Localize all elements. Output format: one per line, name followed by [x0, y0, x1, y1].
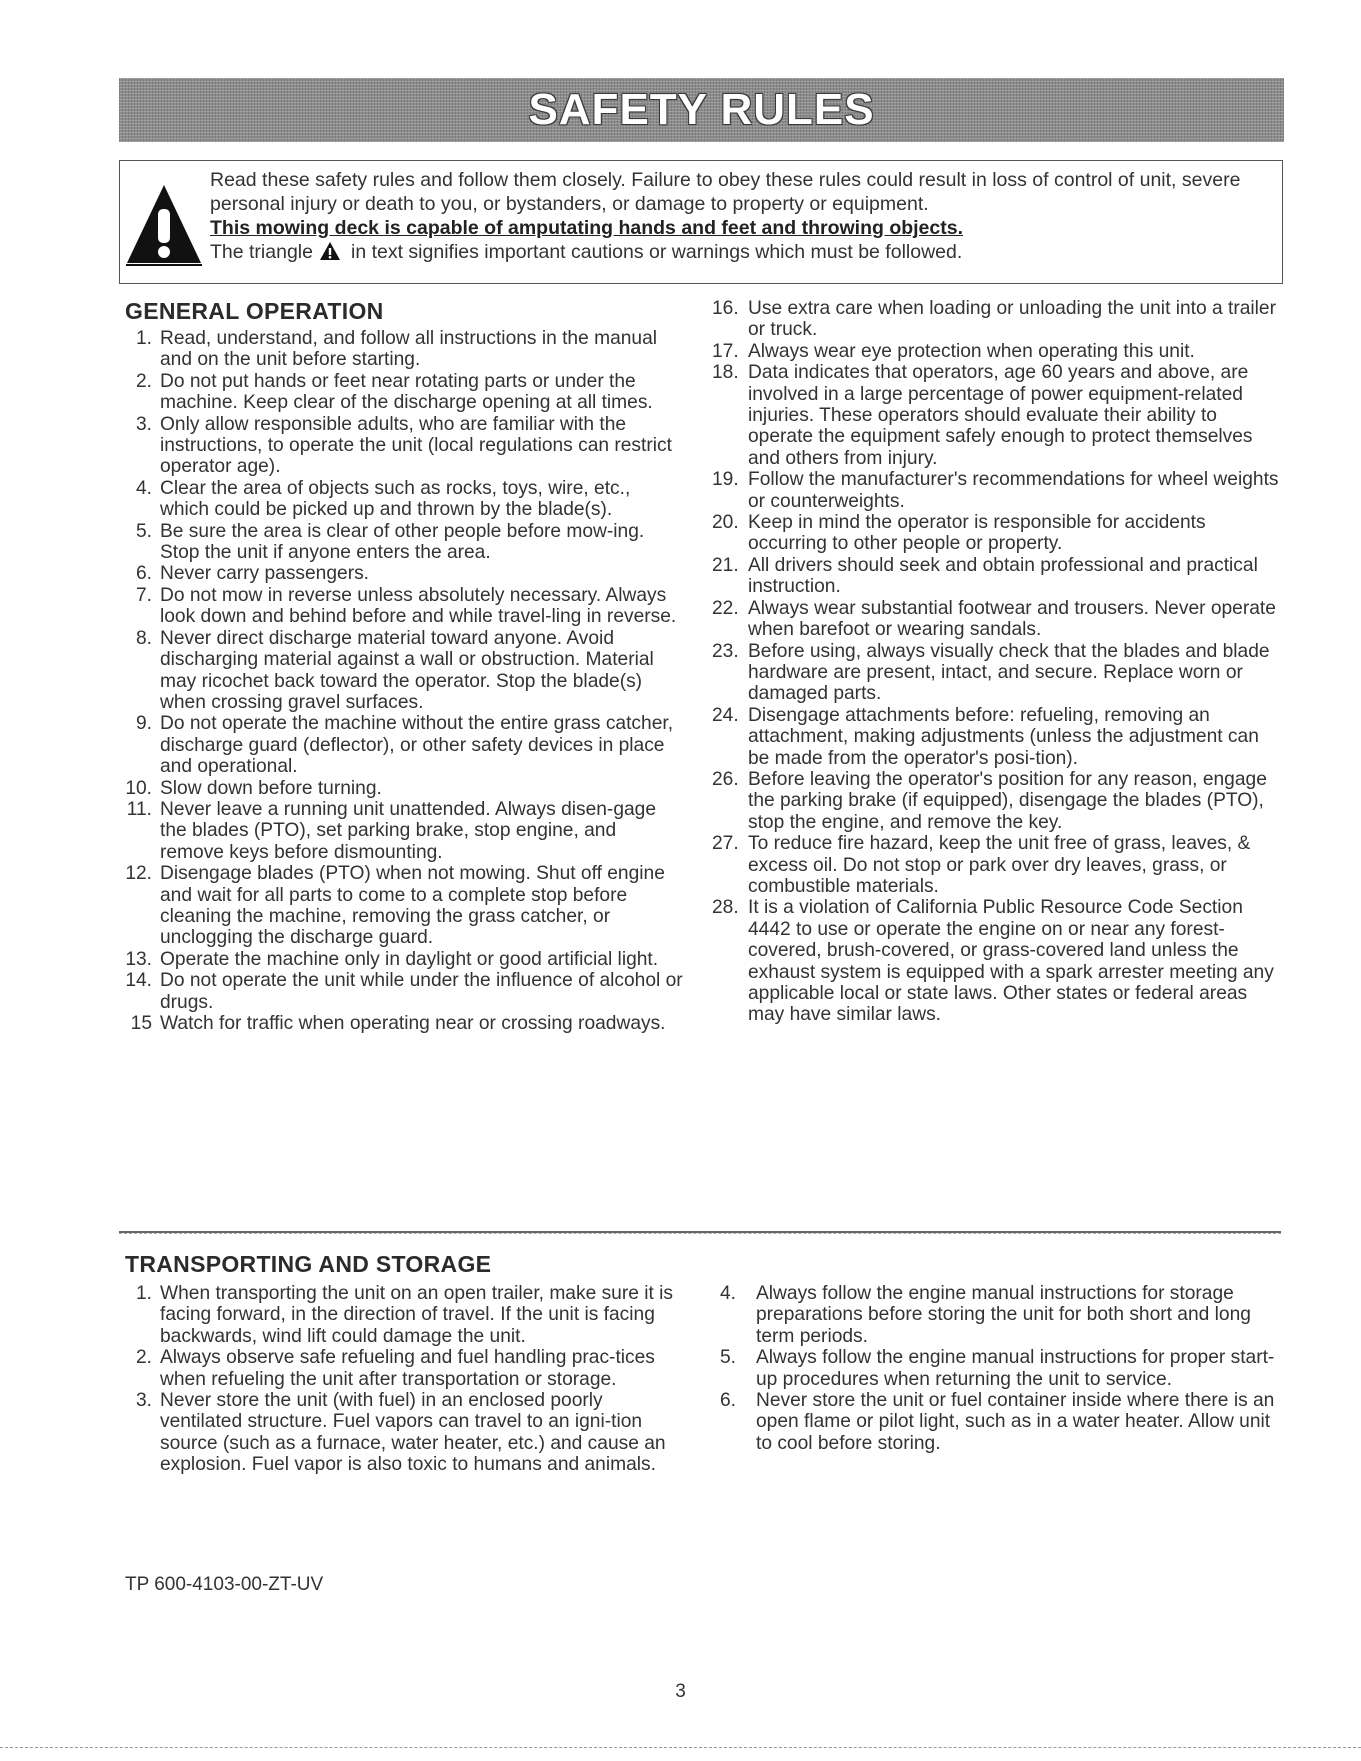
section-divider [119, 1231, 1281, 1234]
banner-title: SAFETY RULES [528, 85, 875, 134]
rule-number: 2. [135, 1347, 152, 1369]
rule-text: Do not operate the unit while under the influence of alcohol or drugs. [160, 970, 683, 1013]
rule-number: 28. [712, 897, 739, 919]
rule-number: 13. [125, 948, 152, 970]
rule-text: Never carry passengers. [160, 563, 370, 585]
rule-number: 5. [720, 1347, 737, 1369]
rule-text: When transporting the unit on an open trailer, make sure it is facing forward, in the direction of travel. If the unit is facing backwards, wind lift could damage the unit. [160, 1283, 674, 1347]
rule-number: 27. [712, 833, 739, 855]
rule-number: 19. [712, 469, 739, 491]
page-number: 3 [675, 1681, 686, 1702]
rule-text: Do not put hands or feet near rotating parts or under the machine. Keep clear of the discharge opening at all times. [160, 370, 653, 414]
triangle-note [210, 240, 1270, 264]
rule-number: 9. [135, 713, 152, 735]
rule-text: Watch for traffic when operating near or crossing roadways. [160, 1013, 666, 1034]
rule-number: 24. [712, 704, 739, 726]
rule-text: Use extra care when loading or unloading the unit into a trailer or truck. [748, 298, 1276, 341]
rule-text: Never store the unit (with fuel) in an enclosed poorly ventilated structure. Fuel vapors can travel to an igni-tion source (such as a furnace, water heater, etc.) and cause an explosion. Fuel vapor is also toxic to humans and animals. [160, 1390, 666, 1476]
rule-item [712, 555, 1282, 598]
rule-text: Never store the unit or fuel container inside where there is an open flame or pilot light, such as in a water heater. Allow unit to cool before storing. [756, 1390, 1275, 1454]
transporting-storage-heading: TRANSPORTING AND STORAGE [125, 1251, 492, 1277]
rule-text: Only allow responsible adults, who are familiar with the instructions, to operate the unit (local regulations can restrict operator age). [160, 413, 672, 478]
rule-number: 18. [712, 362, 739, 384]
rule-text: Always wear substantial footwear and trousers. Never operate when barefoot or wearing sandals. [748, 597, 1276, 641]
rule-text: Slow down before turning. [160, 777, 382, 799]
rule-item [720, 1347, 1282, 1390]
rule-item [124, 371, 684, 414]
rule-item [124, 863, 684, 949]
rule-item [124, 414, 684, 478]
rule-text: Keep in mind the operator is responsible for accidents occurring to other people or property. [748, 512, 1206, 555]
rule-item [124, 949, 684, 970]
rule-text: Never direct discharge material toward anyone. Avoid discharging material against a wall or obstruction. Material may ricochet back toward the operator. Stop the blade(s) when crossing gravel surfaces. [160, 627, 654, 713]
rule-item [124, 970, 684, 1013]
bottom-rule [0, 1747, 1361, 1748]
rule-item [712, 512, 1282, 555]
rule-item [124, 713, 684, 777]
rule-item [124, 1390, 684, 1476]
rule-item [712, 897, 1282, 1025]
rule-number: 4. [135, 477, 152, 499]
rule-number: 2. [135, 370, 152, 392]
rule-item [124, 1013, 684, 1034]
rule-text: Disengage attachments before: refueling, removing an attachment, making adjustments (unless the adjustment can be made from the operator's posi-tion). [748, 704, 1259, 769]
document-code: TP 600-4103-00-ZT-UV [125, 1574, 324, 1595]
rule-number: 10. [125, 777, 152, 799]
rule-number: 4. [720, 1283, 737, 1304]
rule-number: 12. [125, 863, 152, 885]
warning-paragraph: Read these safety rules and follow them closely. Failure to obey these rules could result in loss of control of unit, severe personal injury or death to you, or bystanders, or damage to property or equipment. [210, 169, 1241, 215]
rule-item [712, 641, 1282, 705]
transporting-list-left [124, 1283, 684, 1476]
triangle-note-before: The triangle [210, 241, 313, 263]
triangle-note-after: in text signifies important cautions or warnings which must be followed. [350, 241, 963, 263]
rule-number: 17. [712, 340, 739, 362]
rule-text: Do not mow in reverse unless absolutely necessary. Always look down and behind before and while travel-ling in reverse. [160, 584, 677, 628]
inline-warning-triangle-icon [319, 241, 341, 261]
rule-item [124, 521, 684, 564]
rule-item [124, 563, 684, 584]
rule-item [124, 778, 684, 799]
general-operation-list-left [124, 328, 684, 1034]
rule-item [124, 1347, 684, 1390]
rule-number: 6. [720, 1390, 737, 1412]
rule-number: 3. [135, 413, 152, 435]
rule-text: Read, understand, and follow all instructions in the manual and on the unit before starting. [160, 328, 658, 371]
rule-item [124, 799, 684, 863]
rule-item [712, 598, 1282, 641]
rule-item [712, 341, 1282, 362]
rule-item [712, 362, 1282, 469]
amputation-warning: This mowing deck is capable of amputating hands and feet and throwing objects. [210, 217, 964, 239]
warning-text [210, 168, 1270, 264]
rule-text: Clear the area of objects such as rocks, toys, wire, etc., which could be picked up and thrown by the blade(s). [160, 477, 631, 521]
rule-text: Before leaving the operator's position for any reason, engage the parking brake (if equipped), disengage the blades (PTO), stop the engine, and remove the key. [748, 768, 1267, 833]
rule-text: Always follow the engine manual instructions for proper start-up procedures when returning the unit to service. [756, 1347, 1275, 1390]
rule-text: Always observe safe refueling and fuel handling prac-tices when refueling the unit after transportation or storage. [160, 1347, 655, 1390]
rule-number: 8. [135, 627, 152, 649]
rule-text: All drivers should seek and obtain professional and practical instruction. [748, 554, 1258, 598]
rule-text: Do not operate the machine without the entire grass catcher, discharge guard (deflector), or other safety devices in place and operational. [160, 713, 674, 778]
rule-item [124, 628, 684, 714]
rule-item [124, 328, 684, 371]
rule-text: Disengage blades (PTO) when not mowing. Shut off engine and wait for all parts to come to a complete stop before cleaning the machine, removing the grass catcher, or unclogging the discharge guard. [160, 863, 665, 949]
rule-item [720, 1283, 1282, 1347]
rule-number: 26. [712, 768, 739, 790]
rule-item [712, 833, 1282, 897]
rule-number: 1. [135, 328, 152, 349]
rule-text: Operate the machine only in daylight or good artificial light. [160, 948, 659, 970]
rule-text: It is a violation of California Public Resource Code Section 4442 to use or operate the engine on or near any forest-covered, brush-covered, or grass-covered land unless the exhaust system is equipped with a spark arrester meeting any applicable local or state laws. Other states or federal areas may have similar laws. [748, 897, 1274, 1026]
rule-number: 21. [712, 554, 739, 576]
rule-number: 1. [135, 1283, 152, 1304]
general-operation-list-right [712, 298, 1282, 1026]
rule-number: 22. [712, 597, 739, 619]
rule-number: 3. [135, 1390, 152, 1412]
rule-number: 16. [712, 298, 739, 319]
rule-text: Always follow the engine manual instructions for storage preparations before storing the unit for both short and long term periods. [756, 1283, 1251, 1347]
rule-number: 7. [135, 584, 152, 606]
rule-number: 20. [712, 512, 739, 534]
safety-rules-banner [119, 78, 1284, 142]
rule-item [712, 705, 1282, 769]
rule-number: 11. [126, 798, 152, 820]
rule-text: Data indicates that operators, age 60 years and above, are involved in a large percentage of power equipment-related injuries. These operators should evaluate their ability to operate the equipment safely enough to protect themselves and others from injury. [748, 362, 1253, 469]
rule-item [124, 1283, 684, 1347]
rule-item [124, 478, 684, 521]
rule-text: Never leave a running unit unattended. Always disen-gage the blades (PTO), set parking brake, stop engine, and remove keys before dismounting. [160, 798, 657, 863]
rule-text: Always wear eye protection when operating this unit. [748, 340, 1195, 362]
rule-number: 15 [130, 1013, 152, 1034]
rule-number: 6. [135, 563, 152, 585]
rule-item [712, 469, 1282, 512]
rule-item [712, 298, 1282, 341]
rule-text: Be sure the area is clear of other people before mow-ing. Stop the unit if anyone enters the area. [160, 520, 645, 564]
rule-item [720, 1390, 1282, 1454]
rule-item [712, 769, 1282, 833]
rule-item [124, 585, 684, 628]
rule-number: 14. [125, 970, 152, 992]
rule-number: 5. [135, 520, 152, 542]
rule-text: Follow the manufacturer's recommendations for wheel weights or counterweights. [748, 469, 1279, 512]
rule-text: To reduce fire hazard, keep the unit free of grass, leaves, & excess oil. Do not stop or park over dry leaves, grass, or combustible materials. [748, 833, 1251, 897]
warning-box [119, 160, 1283, 284]
warning-triangle-icon [124, 181, 204, 281]
transporting-list-right [720, 1283, 1282, 1454]
rule-number: 23. [712, 640, 739, 662]
general-operation-heading: GENERAL OPERATION [125, 298, 384, 324]
rule-text: Before using, always visually check that the blades and blade hardware are present, intact, and secure. Replace worn or damaged parts. [748, 640, 1270, 705]
